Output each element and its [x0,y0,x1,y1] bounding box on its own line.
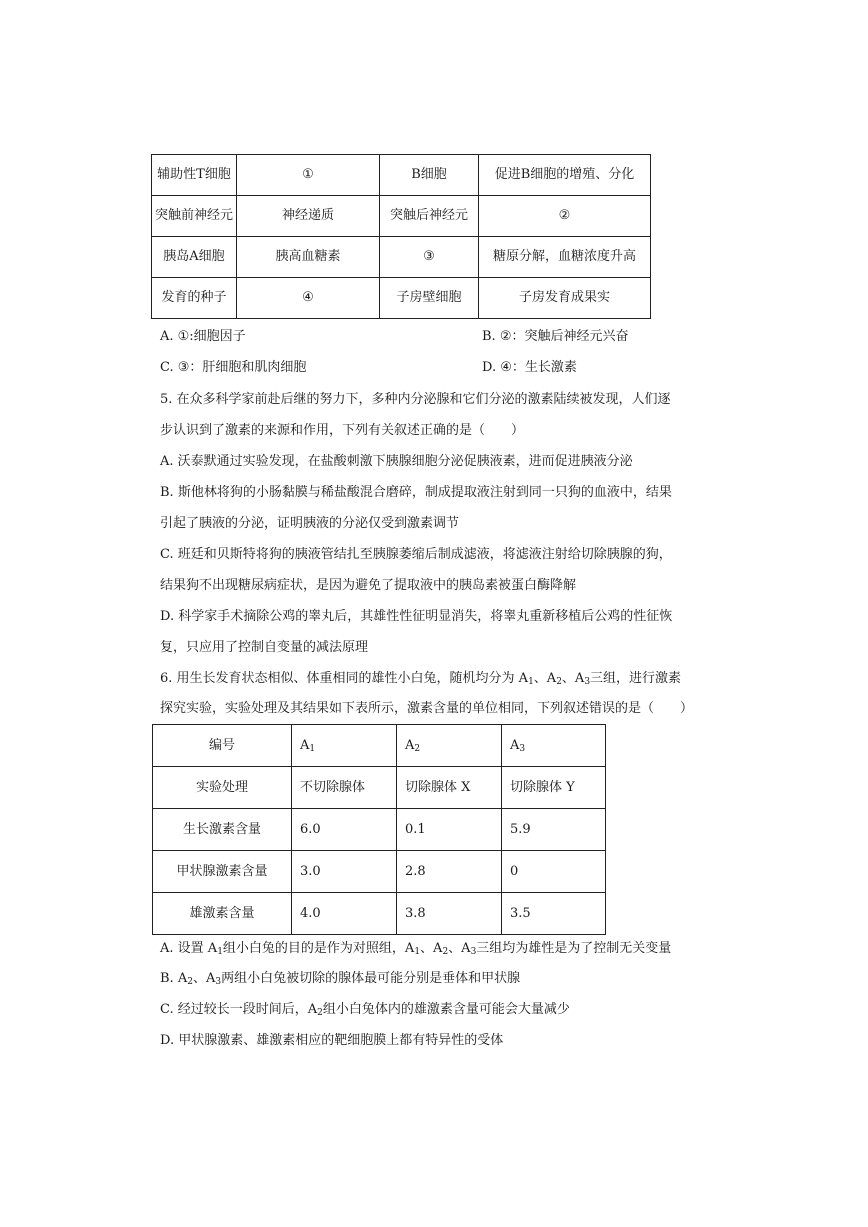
table-cell: 子房发育成果实 [479,278,651,319]
q4-option-b: B. ②：突触后神经元兴奋 [482,329,629,344]
text-run: 、A [533,671,557,686]
subscript: 2 [442,947,449,957]
table-cell: 4.0 [292,893,397,935]
table-cell: 神经递质 [237,196,380,237]
table-header-cell: 编号 [153,725,292,767]
table-cell: 2.8 [397,851,502,893]
hormone-target-table [151,154,651,319]
subscript: 3 [584,677,591,687]
subscript: 1 [528,677,534,687]
q4-option-c: C. ③：肝细胞和肌肉细胞 [160,360,307,375]
table-cell: 3.5 [502,893,606,935]
table-row [153,851,606,893]
q5-stem-line2: 步认识到了激素的来源和作用，下列有关叙述正确的是（ ） [160,423,525,438]
table-cell: 0.1 [397,809,502,851]
q5-option-a: A. 沃泰默通过实验发现，在盐酸刺激下胰腺细胞分泌促胰液素，进而促进胰液分泌 [160,454,633,469]
subscript: 1 [217,947,223,957]
q5-option-d-line1: D. 科学家手术摘除公鸡的睾丸后，其雄性性征明显消失，将睾丸重新移植后公鸡的性征恢 [160,609,673,624]
table-cell: 发育的种子 [152,278,237,319]
table-cell: ① [237,155,380,196]
subscript: 3 [215,977,222,987]
text-run: A. 设置 A [160,941,218,956]
table-cell: 促进B细胞的增殖、分化 [479,155,651,196]
subscript: 1 [309,743,316,754]
text-run: 组小白兔的目的是作为对照组，A [222,941,415,956]
table-cell: 子房壁细胞 [380,278,479,319]
q6-stem-line2: 探究实验，实验处理及其结果如下表所示，激素含量的单位相同，下列叙述错误的是（ ） [160,701,694,716]
table-header-row [153,725,606,767]
table-cell: 实验处理 [153,767,292,809]
text-run: B. A [160,971,188,986]
subscript: 2 [556,677,562,687]
text-run: A [300,737,310,753]
table-row [153,767,606,809]
q5-option-b-line2: 引起了胰液的分泌，证明胰液的分泌仅受到激素调节 [160,516,460,531]
text-run: A [510,737,520,753]
table-cell: ② [479,196,651,237]
table-cell: 5.9 [502,809,606,851]
table-row [152,237,651,278]
q6-stem-line1 [160,670,681,688]
text-run: 组小白兔体内的雄激素含量可能会大量减少 [322,1002,570,1017]
table-cell: 胰岛A细胞 [152,237,237,278]
table-cell: 辅助性T细胞 [152,155,237,196]
table-row [152,278,651,319]
table-cell: 不切除腺体 [292,767,397,809]
table-cell: 3.0 [292,851,397,893]
table-cell: 6.0 [292,809,397,851]
table-row [152,155,651,196]
table-cell: B细胞 [380,155,479,196]
table-row [153,809,606,851]
table-header-cell [292,725,397,767]
q6-option-a [160,940,671,958]
text-run: 、A [448,941,471,956]
table-cell: 糖原分解，血糖浓度升高 [479,237,651,278]
q5-option-d-line2: 复，只应用了控制自变量的减法原理 [160,640,369,655]
text-run: 、A [192,971,216,986]
text-run: 两组小白兔被切除的腺体最可能分别是垂体和甲状腺 [221,971,521,986]
q6-option-d: D. 甲状腺激素、雄激素相应的靶细胞膜上都有特异性的受体 [160,1033,504,1048]
table-cell: 突触前神经元 [152,196,237,237]
text-run: C. 经过较长一段时间后，A [160,1002,318,1017]
table-cell: 3.8 [397,893,502,935]
table-header-cell [502,725,606,767]
q6-option-b [160,970,520,988]
q5-stem-line1: 5. 在众多科学家前赴后继的努力下，多种内分泌腺和它们分泌的激素陆续被发现，人们逐 [160,392,671,407]
subscript: 2 [317,1008,323,1018]
q6-option-c [160,1001,570,1019]
text-run: 、A [420,941,443,956]
q5-option-c-line2: 结果狗不出现糖尿病症状，是因为避免了提取液中的胰岛素被蛋白酶降解 [160,578,577,593]
table-cell: 甲状腺激素含量 [153,851,292,893]
text-run: 6. 用生长发育状态相似、体重相同的雄性小白兔，随机均分为 A [160,671,529,686]
table-cell: 生长激素含量 [153,809,292,851]
table-cell: 切除腺体 Y [502,767,606,809]
q5-option-c-line1: C. 班廷和贝斯特将狗的胰液管结扎至胰腺萎缩后制成滤液，将滤液注射给切除胰腺的狗， [160,547,672,562]
subscript: 2 [187,977,193,987]
text-run: 三组，进行激素 [590,671,682,686]
table-cell: ③ [380,237,479,278]
table-cell: ④ [237,278,380,319]
table-cell: 0 [502,851,606,893]
table-cell: 突触后神经元 [380,196,479,237]
subscript: 3 [519,743,526,754]
table-row [152,196,651,237]
subscript: 3 [470,947,477,957]
table-cell: 胰高血糖素 [237,237,380,278]
text-run: 三组均为雄性是为了控制无关变量 [476,941,672,956]
table-cell: 切除腺体 X [397,767,502,809]
q4-option-d: D. ④：生长激素 [482,360,577,375]
experiment-results-table [152,724,606,935]
table-row [153,893,606,935]
subscript: 1 [414,947,421,957]
subscript: 2 [414,743,421,754]
table-cell: 雄激素含量 [153,893,292,935]
text-run: 、A [561,671,585,686]
text-run: A [405,737,415,753]
q4-option-a: A. ①:细胞因子 [160,329,246,344]
table-header-cell [397,725,502,767]
q5-option-b-line1: B. 斯他林将狗的小肠黏膜与稀盐酸混合磨碎，制成提取液注射到同一只狗的血液中，结果 [160,485,672,500]
